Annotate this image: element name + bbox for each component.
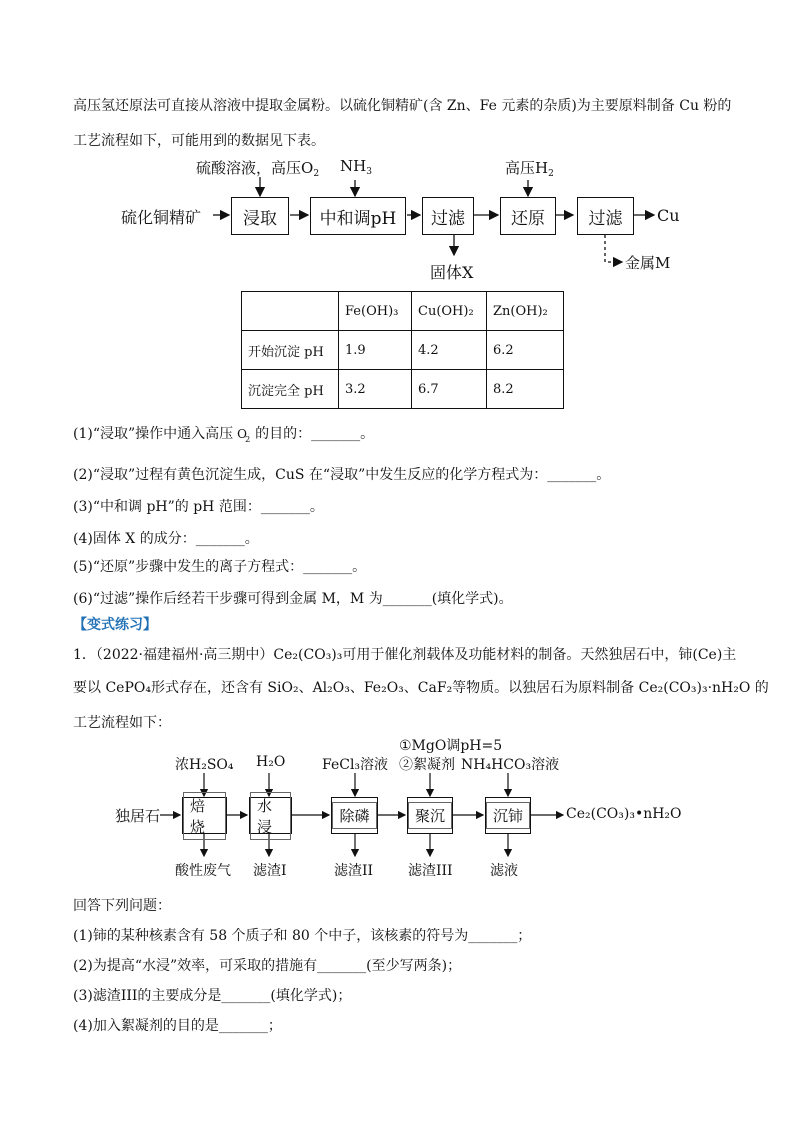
section-title-variant-practice: 【变式练习】 [73, 617, 157, 633]
flow2-output-residue-3: 滤渣III [408, 863, 453, 879]
flowchart-1-arrows [0, 0, 800, 300]
table-header-cell: Fe(OH)₃ [339, 292, 412, 331]
flow1-byproduct-solid-x: 固体X [430, 263, 474, 282]
table-header-cell: Zn(OH)₂ [487, 292, 564, 331]
table-cell: 8.2 [487, 370, 564, 409]
flow2-input-water: H₂O [256, 754, 286, 770]
question-4: (4)固体 X 的成分：_______。 [73, 531, 259, 547]
table-row [242, 331, 564, 370]
problem2-question-3: (3)滤渣III的主要成分是_______(填化学式)； [73, 988, 352, 1004]
flow2-step-water-leach-label: 水浸 [250, 792, 291, 840]
flow1-step-reduce: 还原 [500, 197, 556, 235]
table-cell: 沉淀完全 pH [242, 370, 339, 409]
question-3: (3)“中和调 pH”的 pH 范围：_______。 [73, 499, 324, 515]
table-cell: 3.2 [339, 370, 412, 409]
flow2-step-coagulate [407, 797, 453, 834]
table-header-row [242, 292, 564, 331]
table-cell: 开始沉淀 pH [242, 331, 339, 370]
flow1-input-acid: 硫酸溶液，高压$O_2$ [196, 159, 320, 179]
problem2-line-2: 要以 CePO₄形式存在，还含有 SiO₂、Al₂O₃、Fe₂O₃、CaF₂等物质。以独居石为原料制备 Ce₂(CO₃)₃·nH₂O 的 [73, 680, 769, 696]
flow1-step-neutralize: 中和调pH [310, 197, 406, 235]
question-5: (5)“还原”步骤中发生的离子方程式：_______。 [73, 559, 367, 575]
flow1-raw-material: 硫化铜精矿 [121, 208, 202, 227]
question-6: (6)“过滤”操作后经若干步骤可得到金属 M，M 为_______(填化学式)。 [73, 591, 513, 607]
flow1-step-leach: 浸取 [231, 197, 289, 235]
flow2-step-precipitate-ce [485, 797, 531, 834]
flow2-product: Ce₂(CO₃)₃•nH₂O [566, 806, 682, 822]
precipitation-ph-table [241, 291, 564, 409]
flow2-input-h2so4: 浓H₂SO₄ [175, 757, 234, 773]
table-cell: 1.9 [339, 331, 412, 370]
table-cell: 6.7 [412, 370, 487, 409]
flow2-input-nh4hco3: NH₄HCO₃溶液 [461, 757, 560, 773]
flow1-step-filter-2: 过滤 [577, 197, 634, 235]
flow1-step-filter-1: 过滤 [422, 197, 474, 235]
flow2-input-mgo: ①MgO调pH=5 [399, 738, 503, 754]
flow2-step-roast-label: 焙烧 [183, 792, 226, 840]
table-header-cell: Cu(OH)₂ [412, 292, 487, 331]
flow2-step-water-leach [249, 797, 292, 834]
question-1: (1)“浸取”操作中通入高压 O 2 的目的：_______。 [73, 426, 375, 444]
problem2-line-1: 1．（2022·福建福州·高三期中）Ce₂(CO₃)₃可用于催化剂载体及功能材料的制备。天然独居石中，铈(Ce)主 [73, 647, 737, 663]
flow1-byproduct-metal-m: 金属M [625, 254, 671, 272]
flow2-output-residue-2: 滤渣II [334, 863, 374, 879]
flow2-input-fecl3: FeCl₃溶液 [322, 757, 389, 773]
flow2-step-dephosphorize [331, 797, 378, 834]
flow1-product: Cu [657, 206, 680, 225]
question-2: (2)“浸取”过程有黄色沉淀生成，CuS 在“浸取”中发生反应的化学方程式为：_______。 [73, 467, 611, 483]
problem2-question-2: (2)为提高“水浸”效率，可采取的措施有_______(至少写两条)； [73, 958, 462, 974]
flow1-input-nh3: $NH_3$ [340, 157, 372, 177]
problem2-line-3: 工艺流程如下： [73, 715, 171, 731]
problem2-question-1: (1)铈的某种核素含有 58 个质子和 80 个中子，该核素的符号为_______； [73, 928, 532, 944]
flow2-output-residue-1: 滤渣I [253, 863, 287, 879]
flow2-step-precipitate-ce-label: 沉铈 [486, 802, 530, 829]
flow2-output-acid-gas: 酸性废气 [175, 863, 231, 879]
table-cell: 6.2 [487, 331, 564, 370]
flow1-input-h2: 高压$H_2$ [505, 159, 554, 179]
intro-line-1: 高压氢还原法可直接从溶液中提取金属粉。以硫化铜精矿(含 Zn、Fe 元素的杂质)为主要原料制备 Cu 粉的 [73, 98, 732, 114]
table-cell: 4.2 [412, 331, 487, 370]
flow2-step-roast [182, 797, 227, 834]
flow2-step-dephosphorize-label: 除磷 [332, 802, 376, 829]
flow2-raw-material: 独居石 [115, 807, 161, 825]
flow2-step-coagulate-label: 聚沉 [408, 802, 452, 829]
flow2-input-flocculant: ②絮凝剂 [399, 757, 455, 773]
table-header-cell [242, 292, 339, 331]
problem2-question-4: (4)加入絮凝剂的目的是_______； [73, 1018, 282, 1034]
intro-line-2: 工艺流程如下，可能用到的数据见下表。 [73, 133, 325, 149]
flow2-output-filtrate: 滤液 [490, 863, 518, 879]
table-row [242, 370, 564, 409]
problem2-prompt: 回答下列问题： [73, 898, 171, 914]
